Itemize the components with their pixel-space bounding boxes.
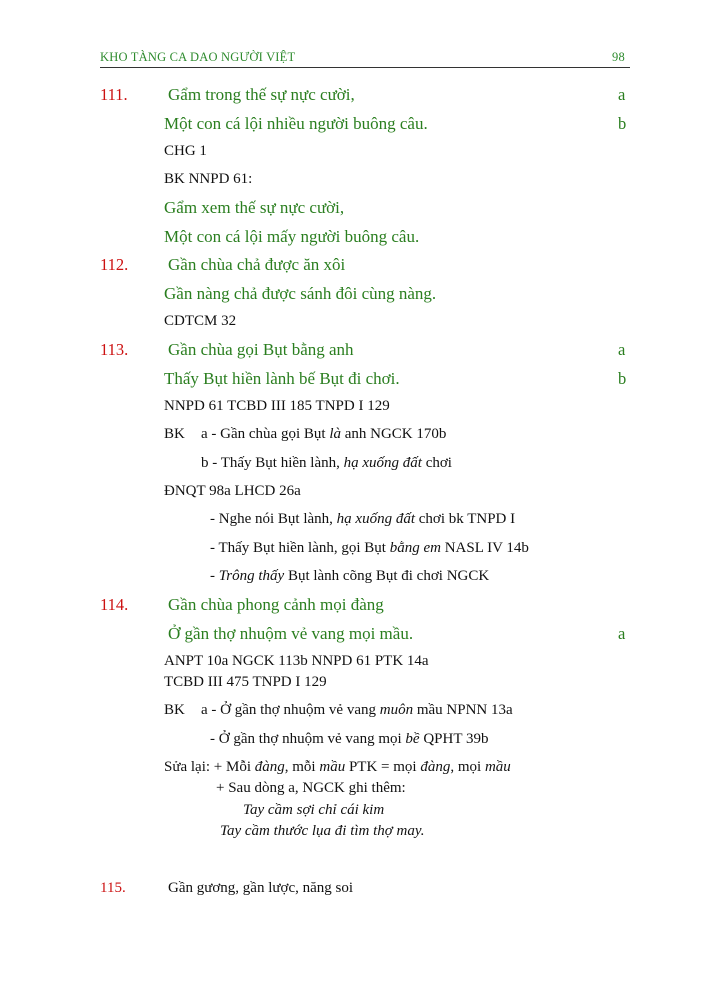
verse-mark-111-b: b — [618, 114, 627, 133]
bk-label-114: BK — [164, 702, 185, 718]
entry-number-112: 112. — [100, 255, 129, 274]
variant-113-2: - Thấy Bụt hiền lành, gọi Bụt bằng em NASL IV 14b — [210, 540, 529, 556]
verse-112-a: Gần chùa chả được ăn xôi — [168, 255, 346, 274]
bk-113-a: a - Gần chùa gọi Bụt là anh NGCK 170b — [201, 426, 447, 442]
running-header-title: KHO TÀNG CA DAO NGƯỜI VIỆT — [100, 50, 296, 64]
bk-114-b: - Ở gần thợ nhuộm vẻ vang mọi bề QPHT 39b — [210, 731, 489, 747]
entry-number-111: 111. — [100, 85, 128, 104]
added-line-114-2: Tay cầm thước lụa đi tìm thợ may. — [220, 823, 425, 839]
source-111-2: BK NNPD 61: — [164, 171, 253, 187]
bk-113-b: b - Thấy Bụt hiền lành, hạ xuống đất chơi — [201, 455, 452, 471]
entry-number-113: 113. — [100, 340, 129, 359]
verse-mark-113-a: a — [618, 340, 626, 359]
bk-114-a: a - Ở gần thợ nhuộm vẻ vang muôn mầu NPNN 13a — [201, 702, 513, 718]
verse-114-a: Gần chùa phong cảnh mọi đàng — [168, 595, 384, 614]
source-114-1: ANPT 10a NGCK 113b NNPD 61 PTK 14a — [164, 653, 429, 669]
added-line-114-1: Tay cầm sợi chỉ cái kim — [243, 802, 385, 818]
page-number: 98 — [612, 50, 625, 64]
verse-111-a: Gẩm trong thế sự nực cười, — [168, 85, 355, 104]
entry-number-114: 114. — [100, 595, 129, 614]
variant-111-b: Một con cá lội mấy người buông câu. — [164, 227, 420, 246]
header-rule — [100, 67, 630, 68]
verse-mark-114-b: a — [618, 624, 626, 643]
verse-mark-111-a: a — [618, 85, 626, 104]
source-112-1: CDTCM 32 — [164, 313, 237, 329]
bk-label-113: BK — [164, 426, 185, 442]
source-114-2: TCBD III 475 TNPD I 129 — [164, 674, 327, 690]
source-113-2: ĐNQT 98a LHCD 26a — [164, 483, 301, 499]
variant-113-3: - Trông thấy Bụt lành cõng Bụt đi chơi NGCK — [210, 568, 490, 584]
variant-113-1: - Nghe nói Bụt lành, hạ xuống đất chơi bk TNPD I — [210, 511, 516, 527]
verse-114-b: Ở gần thợ nhuộm vẻ vang mọi mầu. — [168, 624, 414, 643]
entry-number-115: 115. — [100, 880, 126, 896]
verse-112-b: Gần nàng chả được sánh đôi cùng nàng. — [164, 284, 437, 303]
source-113-1: NNPD 61 TCBD III 185 TNPD I 129 — [164, 398, 390, 414]
correction-114: Sửa lại: + Mỗi đàng, mỗi mầu PTK = mọi đàng, mọi mầu — [164, 759, 511, 775]
verse-115-a: Gần gương, gần lược, năng soi — [168, 880, 354, 896]
variant-111-a: Gẩm xem thế sự nực cười, — [164, 198, 345, 217]
verse-mark-113-b: b — [618, 369, 627, 388]
source-111-1: CHG 1 — [164, 143, 207, 159]
verse-113-b: Thấy Bụt hiền lành bế Bụt đi chơi. — [164, 369, 400, 388]
after-line-114: + Sau dòng a, NGCK ghi thêm: — [216, 780, 406, 796]
verse-111-b: Một con cá lội nhiều người buông câu. — [164, 114, 428, 133]
verse-113-a: Gần chùa gọi Bụt bằng anh — [168, 340, 354, 359]
